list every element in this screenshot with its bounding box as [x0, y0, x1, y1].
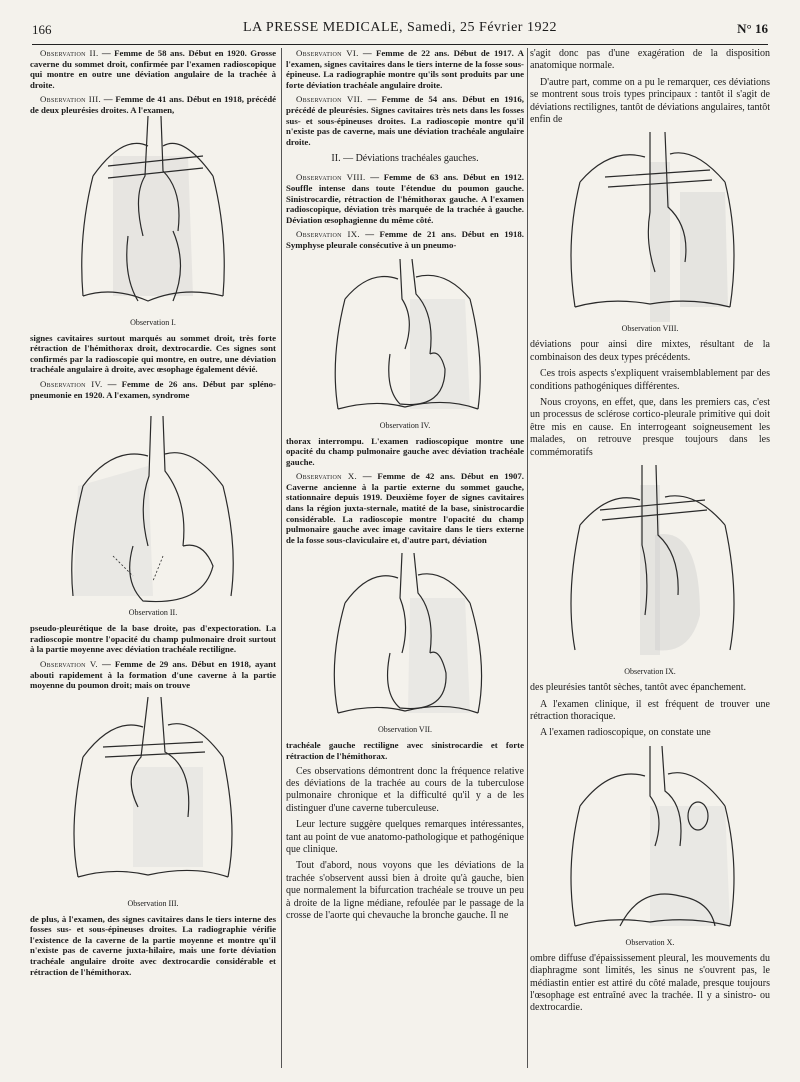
chest-xray-drawing [320, 553, 490, 723]
figure-observation-9 [550, 465, 750, 665]
paragraph: pseudo-pleurétique de la base droite, pas d'expectoration. La radioscopie montre l'opacité du champ pulmonaire droit surtout à la partie moyenne avec déviation trachéale rectiligne. [30, 623, 276, 655]
figure-observation-10 [550, 746, 750, 936]
figure-observation-7 [320, 553, 490, 723]
figure-caption: Observation VII. [377, 725, 433, 735]
paragraph: Nous croyons, en effet, que, dans les premiers cas, c'est un processus de sclérose cortico-pleurale primitive qui doit être mis en cause. En interrogeant soigneusement les malades, on retrouve presque toujours dans les commémoratifs [530, 397, 770, 458]
paragraph: A l'examen clinique, il est fréquent de trouver une rétraction thoracique. [530, 698, 770, 722]
chest-xray-drawing [550, 465, 750, 665]
observation-9: Observation IX. — Femme de 21 ans. Début en 1918. Symphyse pleurale consécutive à un pneumo- [286, 229, 524, 250]
paragraph: des pleurésies tantôt sèches, tantôt avec épanchement. [530, 682, 747, 694]
observation-4: Observation IV. — Femme de 26 ans. Début par spléno-pneumonie en 1920. A l'examen, syndrome [30, 378, 276, 400]
paragraph: trachéale gauche rectiligne avec sinistrocardie et forte rétraction de l'hémithorax. [286, 740, 524, 762]
chest-xray-drawing [53, 406, 253, 606]
column-2 [286, 48, 524, 1078]
chest-xray-drawing [53, 697, 253, 897]
journal-title: LA PRESSE MEDICALE, Samedi, 25 Février 1922 [243, 20, 557, 35]
paragraph: Ces observations démontrent donc la fréquence relative des déviations de la trachée au cours de la tuberculose pulmonaire chronique et la difficulté qu'il y a de les distinguer d'une caverne tuberculeuse. [286, 765, 524, 814]
column-divider-1 [281, 48, 282, 1068]
figure-caption: Observation IX. [624, 667, 676, 677]
paragraph: thorax interrompu. L'examen radioscopique montre une opacité du champ pulmonaire gauche avec déviation trachéale gauche. [286, 435, 524, 467]
figure-observation-2 [53, 406, 253, 606]
paragraph: ombre diffuse d'épaississement pleural, les mouvements du diaphragme sont limités, les sinus ne s'ouvrent pas, le médiastin entier est attiré du côté malade, presque toujours l'œsophage est entraîné avec la trachée. Il y a sinistro- ou dextrocardie. [530, 952, 770, 1014]
paragraph: D'autre part, comme on a pu le remarquer, ces déviations se montrent sous trois types principaux : tantôt il s'agit de déviations rectilignes, tantôt de déviations angulaires, tantôt enfin de [530, 76, 770, 126]
observation-2: Observation II. — Femme de 58 ans. Début en 1920. Grosse caverne du sommet droit, confirmée par l'examen radioscopique qui montre en outre une déviation angulaire de la trachée à droite. [30, 48, 276, 90]
column-divider-2 [527, 48, 528, 1068]
paragraph: déviations pour ainsi dire mixtes, résultant de la combinaison des deux types précédents. [530, 339, 770, 363]
running-header [32, 20, 768, 40]
issue-number: N° 16 [737, 21, 768, 36]
figure-caption: Observation IV. [379, 420, 431, 430]
figure-caption: Observation X. [625, 937, 675, 947]
chest-xray-drawing [550, 132, 750, 322]
page-number: 166 [32, 22, 52, 37]
figure-observation-8 [550, 132, 750, 322]
observation-10: Observation X. — Femme de 42 ans. Début en 1907. Caverne ancienne à la partie externe du sommet gauche, stationnaire depuis 1919. Deuxième foyer de signes cavitaires dans la région juxta-sternale, matité de la base, sinistrocardie considérable. La radioscopie montre l'opacité du champ pulmonaire gauche avec image cavitaire dans le tiers externe de la fosse sous-claviculaire et, d'autre part, déviation [286, 471, 524, 545]
figure-caption: Observation III. [127, 898, 179, 908]
section-heading: II. — Déviations trachéales gauches. [331, 153, 479, 165]
observation-5: Observation V. — Femme de 29 ans. Début en 1918, ayant abouti rapidement à la formation d'une caverne à la partie moyenne du poumon droit; mais on trouve [30, 658, 276, 691]
figure-observation-3 [53, 697, 253, 897]
observation-6: Observation VI. — Femme de 22 ans. Début de 1917. A l'examen, signes cavitaires dans le tiers interne de la fosse sous-épineuse. La radiographie montre qu'ils sont produits par une forte déviation trachéale angulaire droite. [286, 48, 524, 90]
observation-3: Observation III. — Femme de 41 ans. Début en 1918, précédé de deux pleurésies droites. A l'examen, [30, 94, 276, 115]
chest-xray-drawing [320, 259, 490, 419]
paragraph: Leur lecture suggère quelques remarques intéressantes, tant au point de vue anatomo-pathologique et pathogénique que clinique. [286, 819, 524, 856]
paragraph: A l'examen radioscopique, on constate une [540, 727, 711, 739]
header-rule [32, 44, 768, 45]
observation-7: Observation VII. — Femme de 54 ans. Début en 1916, précédé de pleurésies. Signes cavitaires très nets dans les fosses sus- et sous-épineuses droites. La radioscopie montre qu'il n'existe pas de caverne, mais une déviation trachéale angulaire droite. [286, 94, 524, 147]
chest-xray-drawing [53, 116, 253, 316]
observation-8: Observation VIII. — Femme de 63 ans. Début en 1912. Souffle intense dans toute l'étendue du poumon gauche. Sinistrocardie, rétraction de l'hémithorax gauche. A l'examen radioscopique, déviation très marquée de la trachée à gauche. Déviation œsophagienne du même côté. [286, 172, 524, 225]
figure-caption: Observation VIII. [621, 324, 679, 334]
paragraph: Ces trois aspects s'expliquent vraisemblablement par des conditions pathogéniques différentes. [530, 368, 770, 392]
figure-observation-1 [53, 116, 253, 316]
figure-caption: Observation II. [128, 608, 178, 618]
paragraph: s'agit donc pas d'une exagération de la disposition anatomique normale. [530, 48, 770, 72]
figure-caption: Observation I. [130, 317, 176, 327]
chest-xray-drawing [550, 746, 750, 936]
figure-observation-4 [320, 259, 490, 419]
paragraph: signes cavitaires surtout marqués au sommet droit, très forte rétraction de l'hémithorax droit, dextrocardie. Ces signes sont confirmés par la radioscopie qui montre, en outre, une déviation trachéale angulaire à droite, avec œsophage également dévié. [30, 332, 276, 375]
paragraph: de plus, à l'examen, des signes cavitaires dans le tiers interne des fosses sus- et sous-épineuses droites. La radiographie vérifie l'existence de la caverne de la partie moyenne et montre qu'il n'existe pas de caverne juxta-hilaire, mais une forte déviation trachéale angulaire droite avec dextrocardie considérable et rétraction de l'hémithorax. [30, 913, 276, 977]
column-1 [30, 48, 276, 1078]
column-3 [530, 48, 770, 1078]
paragraph: Tout d'abord, nous voyons que les déviations de la trachée s'observent aussi bien à droite qu'à gauche, bien que normalement la bifurcation trachéale se trouve un peu à droite de la ligne médiane, refoulée par le passage de la crosse de l'aorte qui chevauche la bronche gauche. Il ne [286, 860, 524, 922]
